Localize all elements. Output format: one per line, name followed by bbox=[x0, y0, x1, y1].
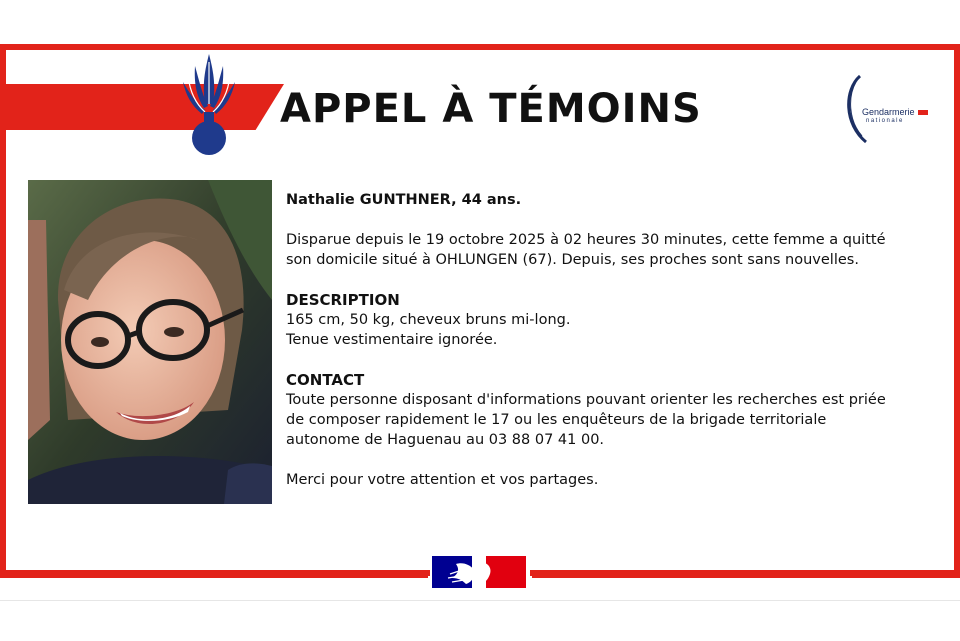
description-line-2: Tenue vestimentaire ignorée. bbox=[286, 332, 498, 348]
disappearance-text: Disparue depuis le 19 octobre 2025 à 02 heures 30 minutes, cette femme a quitté son domicile situé à OHLUNGEN (67). Depuis, ses proches sont sans nouvelles. bbox=[286, 232, 886, 268]
footer-red-line-right bbox=[532, 572, 960, 578]
grenade-flame-icon bbox=[178, 52, 240, 160]
thanks-text: Merci pour votre attention et vos partages. bbox=[286, 472, 599, 488]
description-heading: DESCRIPTION bbox=[286, 291, 400, 309]
contact-text: Toute personne disposant d'informations pouvant orienter les recherches est priée de composer rapidement le 17 ou les enquêteurs de la brigade territoriale autonome de Haguenau au 03 88 07 41 00. bbox=[286, 392, 886, 448]
gendarmerie-logo-subtitle: nationale bbox=[866, 118, 904, 124]
contact-heading: CONTACT bbox=[286, 371, 365, 389]
marianne-flag-icon bbox=[432, 556, 526, 588]
description-line-1: 165 cm, 50 kg, cheveux bruns mi-long. bbox=[286, 312, 571, 328]
gendarmerie-logo-name: Gendarmerie bbox=[862, 107, 915, 117]
appeal-content bbox=[286, 190, 896, 490]
page-title: APPEL À TÉMOINS bbox=[280, 86, 702, 132]
portrait-photo bbox=[28, 180, 272, 504]
bottom-strip bbox=[0, 600, 960, 641]
person-name: Nathalie GUNTHNER, 44 ans. bbox=[286, 192, 522, 208]
header-red-band bbox=[0, 84, 284, 130]
gendarmerie-logo-stripe bbox=[918, 110, 928, 115]
missing-person-photo bbox=[28, 180, 272, 504]
footer-red-line-left bbox=[0, 572, 428, 578]
